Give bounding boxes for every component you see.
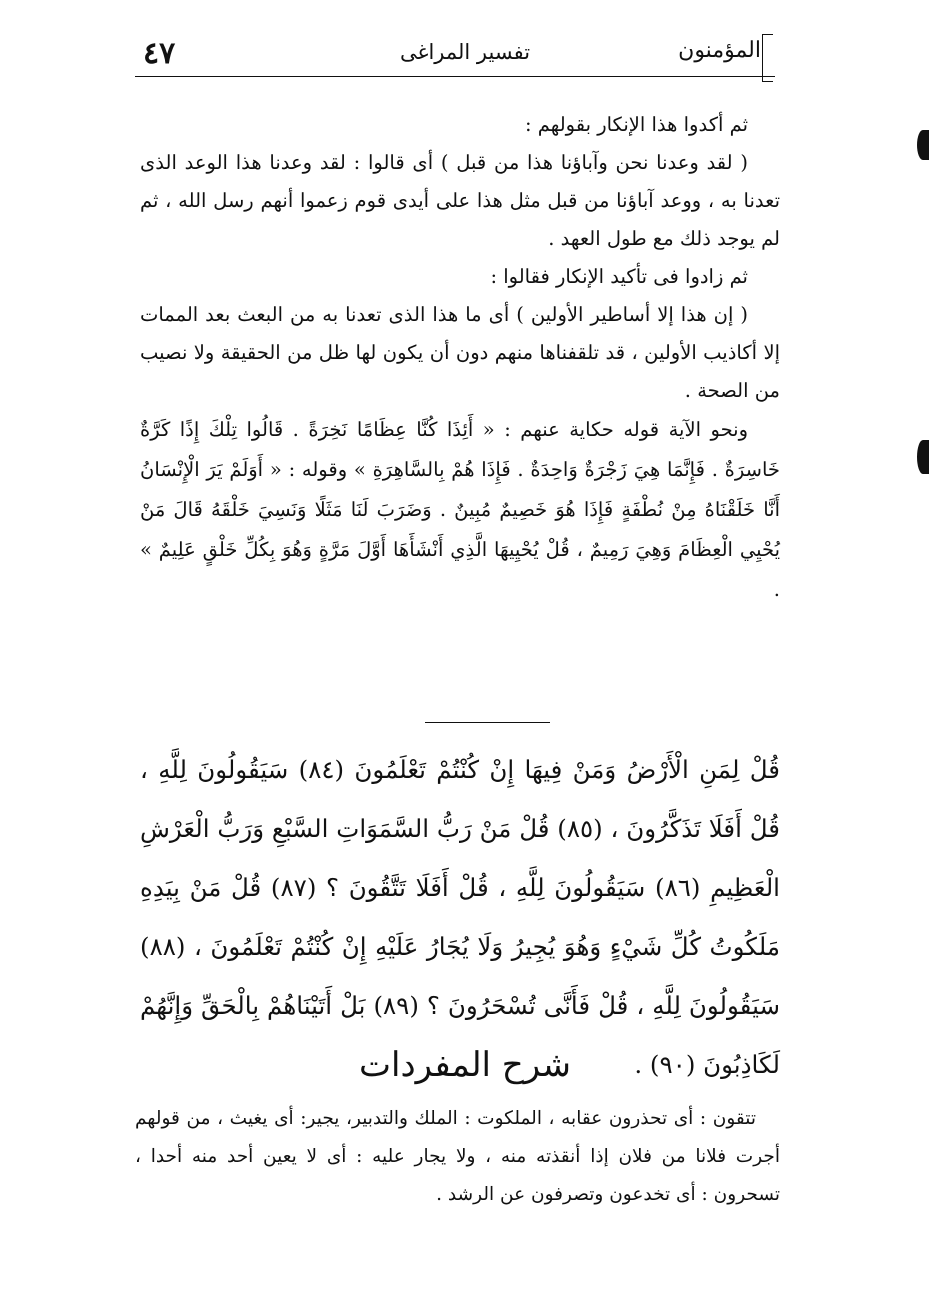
vocabulary-block (135, 1100, 780, 1214)
commentary-block (140, 106, 780, 610)
section-title: شرح المفردات (358, 1045, 572, 1085)
verse-text: قُلْ لِمَنِ الْأَرْضُ وَمَنْ فِيهَا إِنْ كُنْتُمْ تَعْلَمُونَ (٨٤) سَيَقُولُونَ لِلَّهِ ، قُلْ أَفَلَا تَذَكَّرُونَ ، (٨٥) قُلْ مَنْ رَبُّ السَّمَوَاتِ السَّبْعِ وَرَبُّ الْعَرْشِ الْعَظِيمِ (٨٦) سَيَقُولُونَ لِلَّهِ ، قُلْ أَفَلَا تَتَّقُونَ ؟ (٨٧) قُلْ مَنْ بِيَدِهِ مَلَكُوتُ كُلِّ شَيْءٍ وَهُوَ يُجِيرُ وَلَا يُجَارُ عَلَيْهِ إِنْ كُنْتُمْ تَعْلَمُونَ ، (٨٨) سَيَقُولُونَ لِلَّهِ ، قُلْ فَأَنَّى تُسْحَرُونَ ؟ (٨٩) بَلْ أَتَيْنَاهُمْ بِالْحَقِّ وَإِنَّهُمْ لَكَاذِبُونَ (٩٠) . (140, 755, 780, 1079)
vocabulary-text: تتقون : أى تحذرون عقابه ، الملكوت : الملك والتدبير، يجير: أى يغيث ، من قولهم أجرت فلانا من فلان إذا أنقذته منه ، ولا يجار عليه : أى لا يعين أحد منه أحدا ، تسحرون : أى تخدعون وتصرفون عن الرشد . (135, 1108, 780, 1205)
commentary-paragraph: ثم زادوا فى تأكيد الإنكار فقالوا : (490, 265, 748, 288)
page-header (135, 28, 775, 80)
commentary-paragraph: ( لقد وعدنا نحن وآباؤنا هذا من قبل ) أى قالوا : لقد وعدنا هذا الوعد الذى تعدنا به ، ووعد آباؤنا من قبل مثل هذا على أيدى قوم زعموا أنهم رسل الله ، ثم لم يوجد ذلك مع طول العهد . (140, 151, 780, 250)
page-number: ٤٧ (143, 36, 176, 71)
commentary-paragraph: ونحو الآية قوله حكاية عنهم : « أَئِذَا كُنَّا عِظَامًا نَخِرَةً . قَالُوا تِلْكَ إِذًا كَرَّةٌ خَاسِرَةٌ . فَإِنَّمَا هِيَ زَجْرَةٌ وَاحِدَةٌ . فَإِذَا هُمْ بِالسَّاهِرَةِ » وقوله : « أَوَلَمْ يَرَ الْإِنْسَانُ أَنَّا خَلَقْنَاهُ مِنْ نُطْفَةٍ فَإِذَا هُوَ خَصِيمٌ مُبِينٌ . وَضَرَبَ لَنَا مَثَلًا وَنَسِيَ خَلْقَهُ قَالَ مَنْ يُحْيِي الْعِظَامَ وَهِيَ رَمِيمٌ ، قُلْ يُحْيِيهَا الَّذِي أَنْشَأَهَا أَوَّلَ مَرَّةٍ وَهُوَ بِكُلِّ خَلْقٍ عَلِيمٌ » . (140, 418, 780, 601)
surah-bracket (762, 34, 773, 82)
commentary-paragraph: ( إن هذا إلا أساطير الأولين ) أى ما هذا الذى تعدنا به من البعث بعد الممات إلا أكاذيب الأولين ، قد تلقفناها منهم دون أن يكون لها ظل من الحقيقة ولا نصيب من الصحة . (140, 303, 780, 402)
section-divider (425, 722, 550, 723)
quran-verses (140, 740, 780, 1094)
header-rule (135, 76, 775, 77)
scan-edge-mark (917, 130, 929, 160)
commentary-paragraph: ثم أكدوا هذا الإنكار بقولهم : (524, 113, 748, 136)
surah-name: المؤمنون (678, 38, 761, 63)
running-title: تفسير المراغى (399, 40, 531, 64)
scan-edge-mark (917, 440, 929, 474)
